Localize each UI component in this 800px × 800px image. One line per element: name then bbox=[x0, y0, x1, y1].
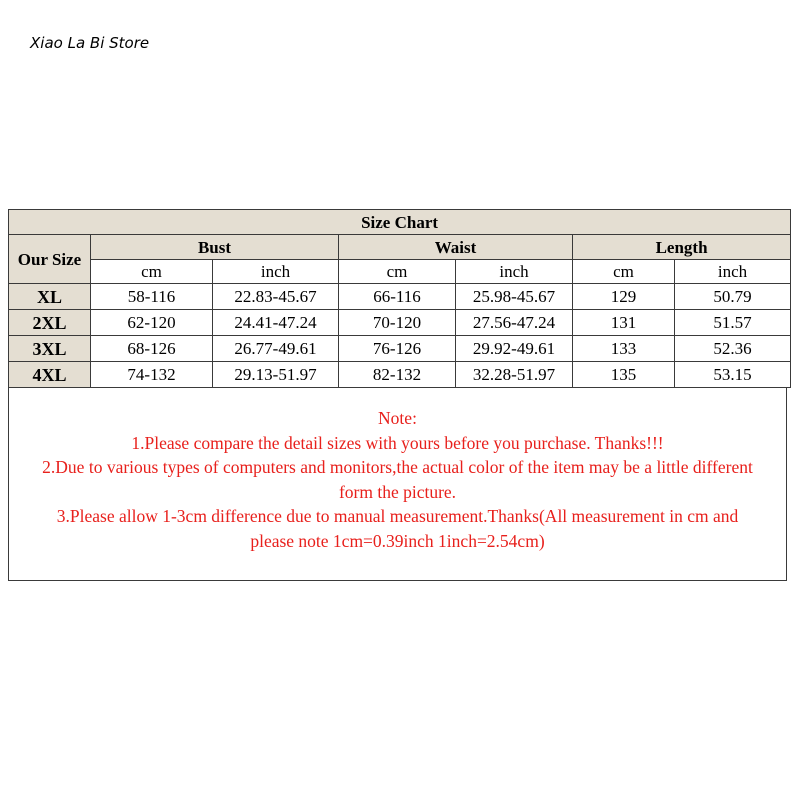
unit-header: cm bbox=[573, 260, 675, 284]
table-cell: 29.13-51.97 bbox=[213, 362, 339, 388]
table-cell: 62-120 bbox=[91, 310, 213, 336]
table-title: Size Chart bbox=[9, 210, 791, 235]
table-cell: 52.36 bbox=[675, 336, 791, 362]
table-cell: 26.77-49.61 bbox=[213, 336, 339, 362]
notes-box bbox=[8, 388, 787, 581]
note-line: 1.Please compare the detail sizes with yours before you purchase. Thanks!!! bbox=[131, 432, 664, 453]
bust-header: Bust bbox=[91, 235, 339, 260]
unit-header: inch bbox=[456, 260, 573, 284]
size-label: 2XL bbox=[9, 310, 91, 336]
size-label: XL bbox=[9, 284, 91, 310]
table-cell: 25.98-45.67 bbox=[456, 284, 573, 310]
table-cell: 76-126 bbox=[339, 336, 456, 362]
length-header: Length bbox=[573, 235, 791, 260]
table-cell: 24.41-47.24 bbox=[213, 310, 339, 336]
table-cell: 27.56-47.24 bbox=[456, 310, 573, 336]
table-cell: 66-116 bbox=[339, 284, 456, 310]
table-cell: 51.57 bbox=[675, 310, 791, 336]
unit-header: inch bbox=[675, 260, 791, 284]
table-cell: 68-126 bbox=[91, 336, 213, 362]
note-heading: Note: bbox=[378, 408, 417, 428]
size-table bbox=[8, 209, 791, 388]
table-cell: 131 bbox=[573, 310, 675, 336]
size-label: 4XL bbox=[9, 362, 91, 388]
unit-header: cm bbox=[91, 260, 213, 284]
table-cell: 53.15 bbox=[675, 362, 791, 388]
note-line: please note 1cm=0.39inch 1inch=2.54cm) bbox=[250, 530, 545, 551]
table-cell: 133 bbox=[573, 336, 675, 362]
table-cell: 22.83-45.67 bbox=[213, 284, 339, 310]
table-cell: 135 bbox=[573, 362, 675, 388]
table-cell: 74-132 bbox=[91, 362, 213, 388]
table-row bbox=[9, 362, 791, 388]
size-chart bbox=[8, 209, 790, 581]
note-line: form the picture. bbox=[338, 481, 457, 502]
table-cell: 70-120 bbox=[339, 310, 456, 336]
table-cell: 82-132 bbox=[339, 362, 456, 388]
note-line: 3.Please allow 1-3cm difference due to manual measurement.Thanks(All measurement in cm and bbox=[56, 506, 739, 526]
size-label: 3XL bbox=[9, 336, 91, 362]
table-row bbox=[9, 336, 791, 362]
table-cell: 50.79 bbox=[675, 284, 791, 310]
table-cell: 58-116 bbox=[91, 284, 213, 310]
waist-header: Waist bbox=[339, 235, 573, 260]
note-line: 2.Due to various types of computers and monitors,the actual color of the item may be a little different bbox=[42, 457, 753, 477]
unit-header: inch bbox=[213, 260, 339, 284]
table-cell: 129 bbox=[573, 284, 675, 310]
table-row bbox=[9, 284, 791, 310]
our-size-header: Our Size bbox=[9, 235, 91, 284]
unit-header: cm bbox=[339, 260, 456, 284]
table-cell: 32.28-51.97 bbox=[456, 362, 573, 388]
table-cell: 29.92-49.61 bbox=[456, 336, 573, 362]
table-row bbox=[9, 310, 791, 336]
store-name: Xiao La Bi Store bbox=[30, 34, 150, 52]
